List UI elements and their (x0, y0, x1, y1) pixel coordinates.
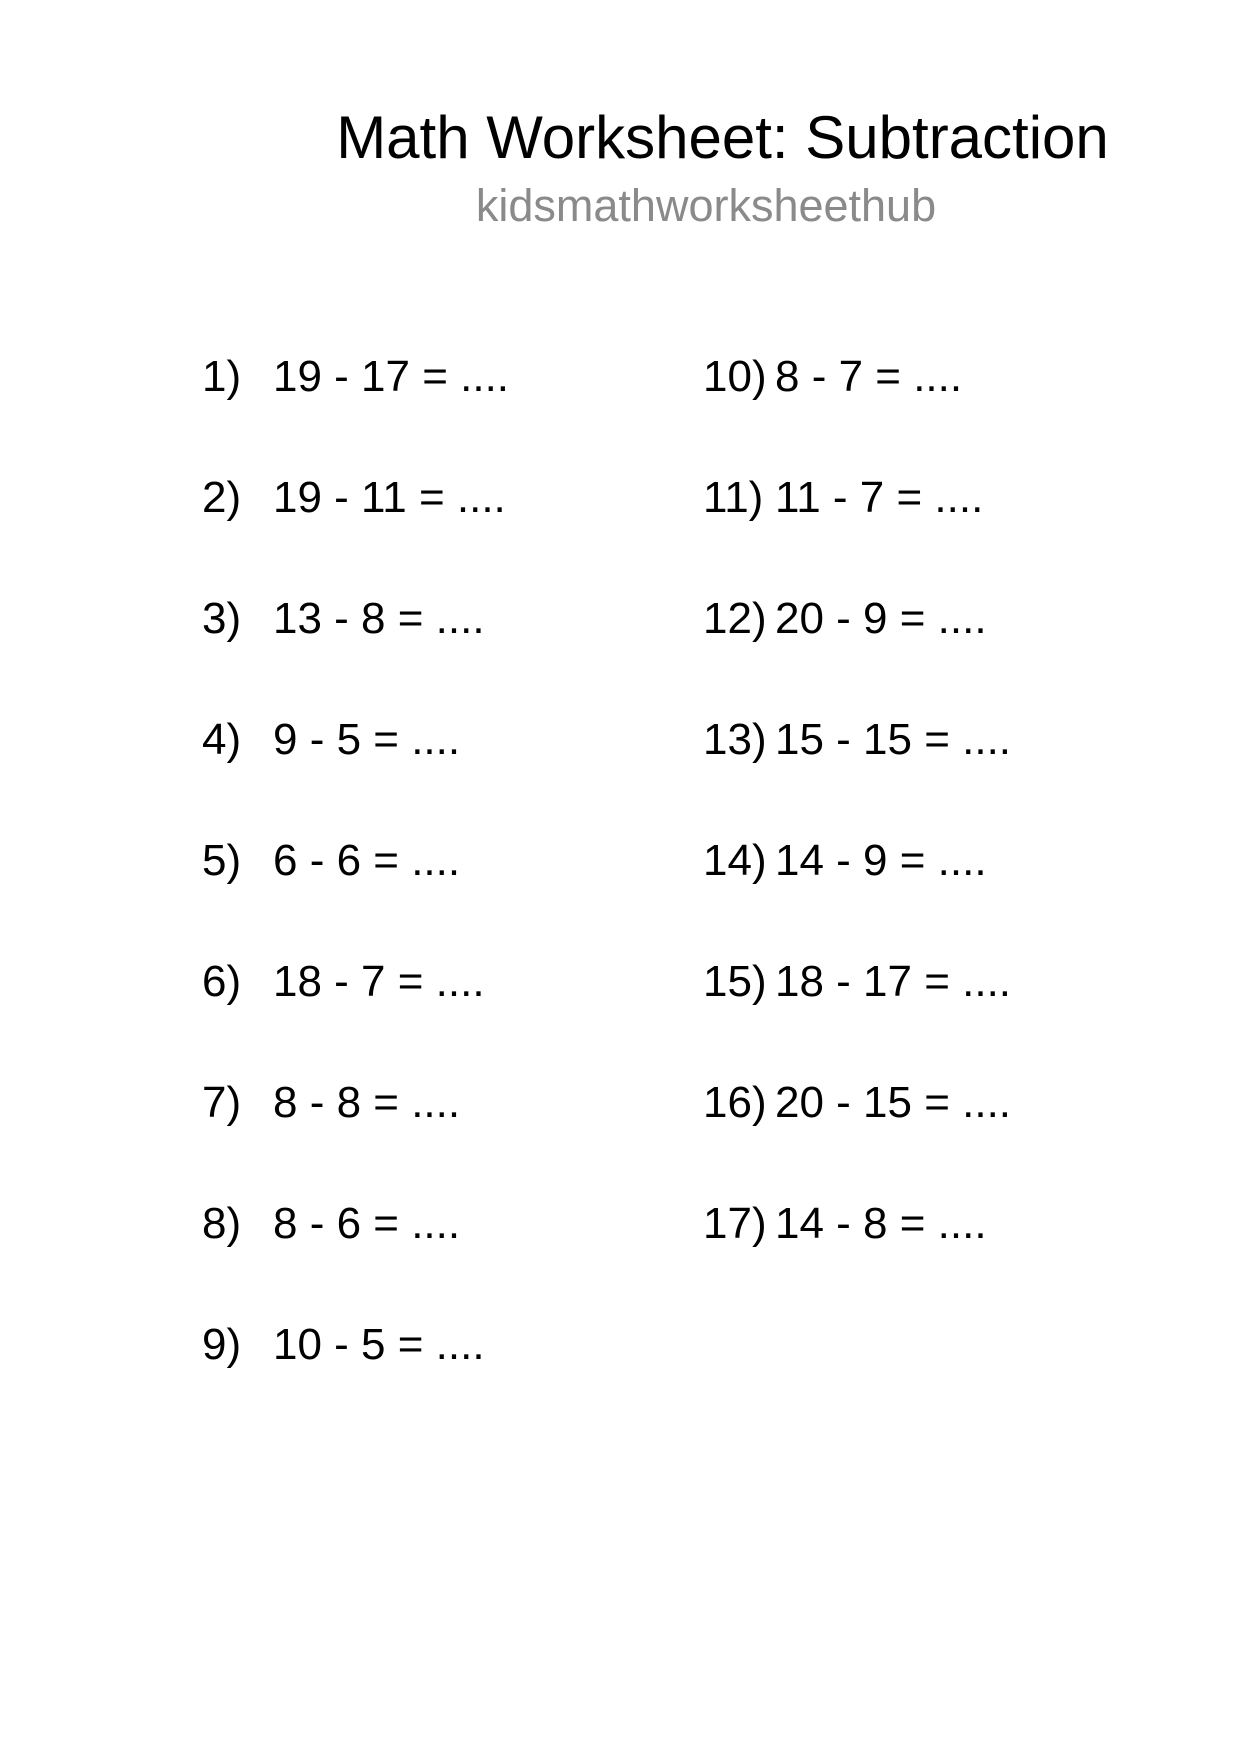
problem-row (202, 437, 509, 558)
problem-expression: 19 - 11 = .... (273, 473, 506, 522)
problem-expression: 15 - 15 = .... (775, 715, 1012, 764)
problem-number: 15) (703, 957, 767, 1006)
problem-expression: 8 - 8 = .... (273, 1078, 461, 1127)
problem-expression: 14 - 9 = .... (775, 836, 987, 885)
problem-number: 17) (703, 1199, 767, 1248)
problem-expression: 8 - 6 = .... (273, 1199, 461, 1248)
problem-row (703, 316, 1011, 437)
problem-row (703, 558, 1011, 679)
problem-number: 11) (703, 473, 764, 522)
problem-row (703, 1163, 1011, 1284)
problem-row (202, 921, 509, 1042)
problem-row (202, 1163, 509, 1284)
problem-expression: 9 - 5 = .... (273, 715, 461, 764)
page-title: Math Worksheet: Subtraction (336, 104, 1109, 171)
problem-number: 6) (202, 957, 242, 1006)
problem-row (202, 800, 509, 921)
problem-number: 10) (703, 352, 767, 401)
problem-row (703, 921, 1011, 1042)
problem-number: 8) (202, 1199, 242, 1248)
problem-row (202, 316, 509, 437)
problem-number: 9) (202, 1320, 242, 1369)
problem-row (202, 1284, 509, 1405)
problem-row (703, 1042, 1011, 1163)
problem-expression: 20 - 15 = .... (775, 1078, 1012, 1127)
problem-row (703, 800, 1011, 921)
problem-number: 3) (202, 594, 242, 643)
problems-column-left (202, 316, 509, 1405)
problem-number: 14) (703, 836, 767, 885)
problem-number: 1) (202, 352, 242, 401)
problem-expression: 6 - 6 = .... (273, 836, 461, 885)
problem-number: 16) (703, 1078, 767, 1127)
problem-number: 2) (202, 473, 242, 522)
problem-number: 5) (202, 836, 242, 885)
problem-expression: 11 - 7 = .... (775, 473, 984, 522)
problem-expression: 19 - 17 = .... (273, 352, 510, 401)
problem-expression: 20 - 9 = .... (775, 594, 987, 643)
problem-expression: 13 - 8 = .... (273, 594, 485, 643)
problem-expression: 18 - 7 = .... (273, 957, 485, 1006)
page-subtitle: kidsmathworksheethub (475, 180, 937, 231)
problem-expression: 14 - 8 = .... (775, 1199, 987, 1248)
problem-row (202, 679, 509, 800)
problem-expression: 10 - 5 = .... (273, 1320, 485, 1369)
problem-number: 7) (202, 1078, 242, 1127)
problem-row (703, 437, 1011, 558)
problem-number: 13) (703, 715, 767, 764)
problem-row (703, 679, 1011, 800)
problem-row (202, 558, 509, 679)
problem-number: 12) (703, 594, 767, 643)
problem-number: 4) (202, 715, 242, 764)
problem-expression: 8 - 7 = .... (775, 352, 963, 401)
problem-row (202, 1042, 509, 1163)
problem-expression: 18 - 17 = .... (775, 957, 1012, 1006)
problems-column-right (703, 316, 1011, 1284)
